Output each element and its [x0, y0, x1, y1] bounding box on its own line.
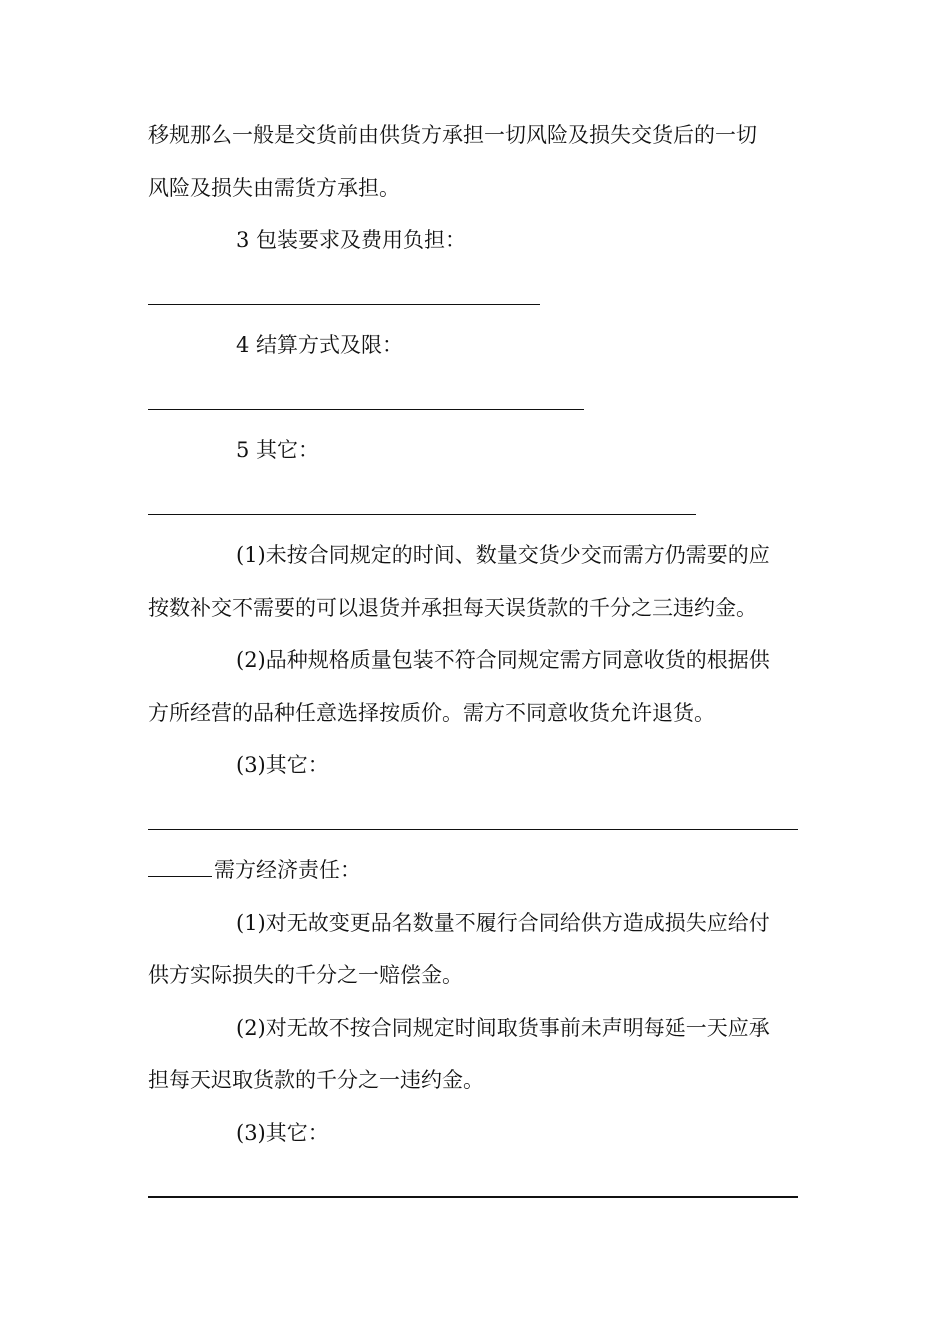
document-body — [148, 109, 798, 1212]
blank-line-settlement — [148, 372, 798, 425]
paragraph-line: (2)品种规格质量包装不符合同规定需方同意收货的根据供 — [236, 648, 770, 672]
paragraph-line: 方所经营的品种任意选择按质价。需方不同意收货允许退货。 — [148, 700, 715, 725]
blank-line-other — [148, 477, 798, 530]
blank-line-supplier-other — [148, 792, 798, 845]
heading-text: 需方经济责任： — [214, 858, 361, 882]
inline-blank — [148, 875, 212, 877]
blank-line-buyer-other — [148, 1159, 798, 1212]
paragraph-line: 供方实际损失的千分之一赔偿金。 — [148, 963, 463, 987]
paragraph-line: 担每天迟取货款的千分之一违约金。 — [148, 1068, 484, 1092]
clause-settlement: 4 结算方式及限： — [236, 333, 404, 357]
clause-buyer-other: (3)其它： — [236, 1120, 329, 1145]
paragraph-line: (1)对无故变更品名数量不履行合同给供方造成损失应给付 — [236, 910, 770, 935]
paragraph-line: 按数补交不需要的可以退货并承担每天误货款的千分之三违约金。 — [148, 595, 757, 620]
heading-buyer-liability — [148, 844, 798, 897]
paragraph-line: 移规那么一般是交货前由供货方承担一切风险及损失交货后的一切 — [148, 123, 757, 147]
clause-packaging: 3 包装要求及费用负担： — [236, 228, 467, 252]
paragraph-line: (1)未按合同规定的时间、数量交货少交而需方仍需要的应 — [236, 543, 770, 567]
clause-other: 5 其它： — [236, 438, 320, 462]
paragraph-line: (2)对无故不按合同规定时间取货事前未声明每延一天应承 — [236, 1015, 770, 1040]
blank-line-packaging — [148, 267, 798, 320]
paragraph-line: 风险及损失由需货方承担。 — [148, 175, 400, 200]
clause-supplier-other: (3)其它： — [236, 753, 329, 777]
